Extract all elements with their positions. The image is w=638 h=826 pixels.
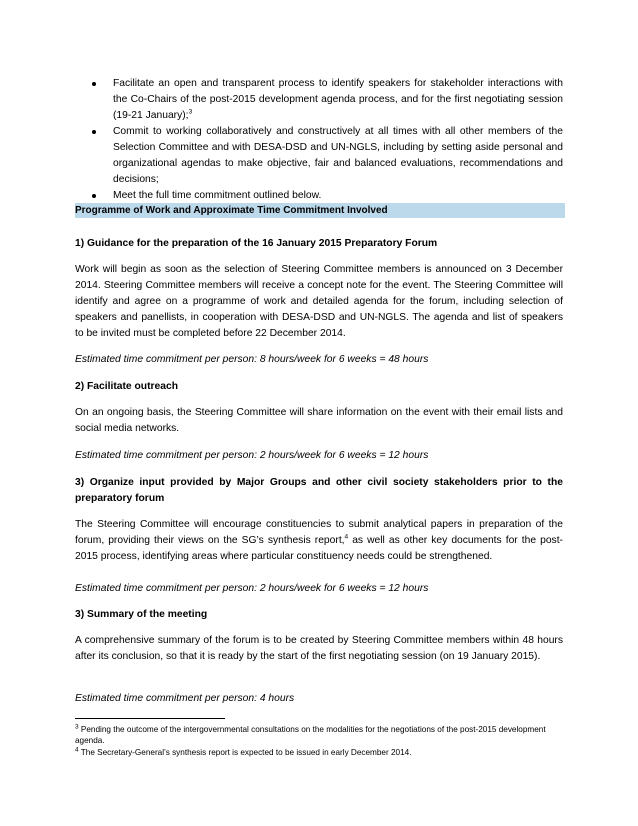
footnote-ref-3: 3 — [188, 108, 193, 116]
list-item: Facilitate an open and transparent process to identify speakers for stakeholder interactions with the Co-Chairs of the post-2015 development agenda process, and for the first negotiating session (19-21 January);$^3$ — [75, 76, 563, 124]
section-4-heading: 3) Summary of the meeting — [75, 609, 208, 620]
footnote-divider — [75, 718, 225, 719]
section-1-heading: 1) Guidance for the preparation of the 16 January 2015 Preparatory Forum — [75, 238, 438, 249]
footnote-ref-4: 4 — [344, 533, 349, 541]
section-4-estimate: Estimated time commitment per person: 4 hours — [75, 693, 295, 704]
footnote-3: $^3$ Pending the outcome of the intergovernmental consultations on the modalities for the negotiations of the post-2015 development agenda. — [75, 723, 546, 745]
section-3-heading: 3) Organize input provided by Major Groups and other civil society stakeholders prior to the preparatory forum — [75, 477, 563, 504]
section-3-estimate: Estimated time commitment per person: 2 hours/week for 6 weeks = 12 hours — [75, 583, 429, 594]
section-1-body: Work will begin as soon as the selection of Steering Committee members is announced on 3 December 2014. Steering Committee members will receive a concept note for the event. The Steering Committee will identify and agree on a programme of work and detailed agenda for the forum, including selection of speakers and panellists, in cooperation with DESA-DSD and UN-NGLS. The agenda and list of speakers to be invited must be completed before 22 December 2014. — [75, 264, 563, 339]
section-2-estimate: Estimated time commitment per person: 2 hours/week for 6 weeks = 12 hours — [75, 450, 429, 461]
section-4-body: A comprehensive summary of the forum is to be created by Steering Committee members within 48 hours after its conclusion, so that it is ready by the start of the first negotiating session (on 19 January 2015). — [75, 635, 563, 662]
section-3-body: The Steering Committee will encourage constituencies to submit analytical papers in preparation of the forum, providing their views on the SG’s synthesis report,$^4$ as well as other key documents for the post-2015 process, identifying areas where particular constituency needs could be strengthened. — [75, 519, 563, 562]
section-2-body: On an ongoing basis, the Steering Committee will share information on the event with their email lists and social media networks. — [75, 407, 563, 434]
list-item: Commit to working collaboratively and constructively at all times with all other members of the Selection Committee and with DESA-DSD and UN-NGLS, including by setting aside personal and organizational agendas to make objective, fair and balanced evaluations, recommendations and decisions; — [75, 124, 563, 188]
footnote-4: $^4$ The Secretary-General’s synthesis report is expected to be issued in early December 2014. — [75, 746, 412, 757]
list-item: Meet the full time commitment outlined below. — [75, 188, 563, 204]
section-1-estimate: Estimated time commitment per person: 8 hours/week for 6 weeks = 48 hours — [75, 354, 429, 365]
section-2-heading: 2) Facilitate outreach — [75, 381, 178, 392]
commitment-bullet-list — [75, 76, 563, 204]
section-bar: Programme of Work and Approximate Time Commitment Involved — [75, 203, 565, 218]
